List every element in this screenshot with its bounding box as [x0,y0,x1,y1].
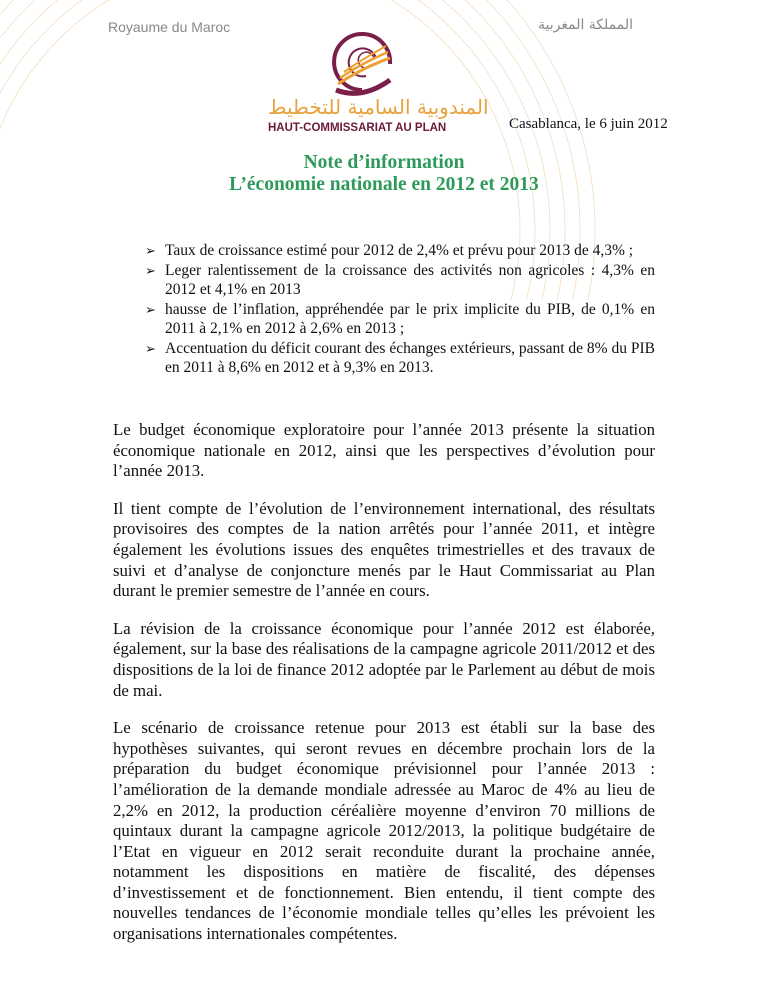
paragraph: Le budget économique exploratoire pour l’année 2013 présente la situation économique nationale en 2012, ainsi que les perspectives d’évolution pour l’année 2013. [113,420,655,481]
document-date: Casablanca, le 6 juin 2012 [509,116,668,132]
list-item: ➢ Leger ralentissement de la croissance des activités non agricoles : 4,3% en 2012 et 4,1% en 2013 [145,261,655,298]
kingdom-label-ar: المملكة المغربية [538,17,634,33]
logo-french-text: HAUT-COMMISSARIAT AU PLAN [268,122,447,134]
arrow-bullet-icon: ➢ [145,262,156,278]
list-item: ➢ Taux de croissance estimé pour 2012 de 2,4% et prévu pour 2013 de 4,3% ; [145,242,634,259]
list-item: ➢ Accentuation du déficit courant des échanges extérieurs, passant de 8% du PIB en 2011 à 8,6% en 2012 et à 9,3% en 2013. [145,339,655,376]
list-item: ➢ hausse de l’inflation, appréhendée par le prix implicite du PIB, de 0,1% en 2011 à 2,1% en 2012 à 2,6% en 2013 ; [145,300,655,337]
document-title: Note d’information [303,152,465,173]
paragraph: La révision de la croissance économique pour l’année 2012 est élaborée, également, sur la base des réalisations de la campagne agricole 2011/2012 et des dispositions de la loi de finance 2012 adoptée par le Parlement au début de mois de mai. [113,618,655,700]
paragraph: Il tient compte de l’évolution de l’environnement international, des résultats provisoires des comptes de la nation arrêtés pour l’année 2011, et intègre également les évolutions issues des enquêtes trimestrielles et des travaux de suivi et d’analyse de conjoncture menés par le Haut Commissariat au Plan durant le premier semestre de l’année en cours. [113,498,655,601]
document-subtitle: L’économie nationale en 2012 et 2013 [229,174,539,195]
logo-arabic-text: المندوبية السامية للتخطيط [268,95,489,119]
paragraph: Le scénario de croissance retenue pour 2013 est établi sur la base des hypothèses suivantes, qui seront revues en décembre prochain lors de la préparation du budget économique prévisionnel pour l’année 2013 : l’amélioration de la demande mondiale adressée au Maroc de 4% au lieu de 2,2% en 2012, la production céréalière moyenne d’environ 70 millions de quintaux durant la campagne agricole 2012/2013, la politique budgétaire de l’Etat en vigueur en 2012 serait reconduite durant la prochaine année, notamment les dispositions en matière de fiscalité, des dépenses d’investissement et de fonctionnement. Bien entendu, il tient compte des nouvelles tendances de l’économie mondiale telles qu’elles les prévoient les organisations internationales compétentes. [113,718,655,944]
arrow-bullet-icon: ➢ [145,301,156,317]
key-points-list [145,241,655,378]
kingdom-label-fr: Royaume du Maroc [108,19,231,35]
arrow-bullet-icon: ➢ [145,340,156,356]
arrow-bullet-icon: ➢ [145,243,156,258]
hcp-logo-icon [262,28,462,98]
document-body [113,420,655,962]
